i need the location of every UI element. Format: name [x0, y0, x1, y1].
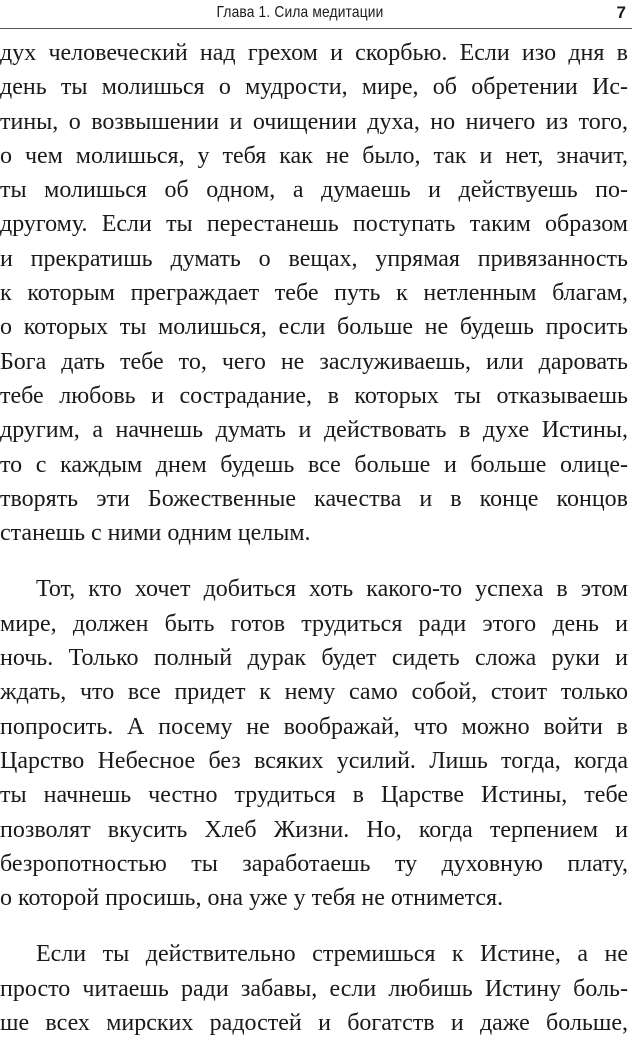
text-line: Царство Небесное без всяких усилий. Лишь тогда, когда [0, 747, 628, 774]
text-line: то с каждым днем будешь все больше и больше олице- [0, 451, 628, 478]
paragraph [0, 36, 628, 550]
text-line: дух человеческий над грехом и скорбью. Если изо дня в [0, 40, 628, 66]
text-line: о которой просишь, она уже у тебя не отнимется. [0, 885, 504, 912]
text-line: о которых ты молишься, если больше не будешь просить [0, 314, 628, 341]
text-line: станешь с ними одним целым. [0, 520, 311, 547]
text-line: Тот, кто хочет добиться хоть какого-то успеха в этом [36, 576, 628, 603]
text-line: другим, а начнешь думать и действовать в духе Истины, [0, 417, 628, 444]
text-line: к которым преграждает тебе путь к нетленным благам, [0, 280, 628, 307]
header-rule [0, 28, 632, 29]
text-line: позволят вкусить Хлеб Жизни. Но, когда терпением и [0, 816, 628, 843]
text-line: о чем молишься, у тебя как не было, так и нет, значит, [0, 142, 628, 169]
text-line: мире, должен быть готов трудиться ради этого день и [0, 610, 628, 637]
body-text [0, 36, 628, 1040]
text-line: тебе любовь и сострадание, в которых ты отказываешь [0, 382, 628, 409]
text-line: ночь. Только полный дурак будет сидеть сложа руки и [0, 645, 628, 672]
paragraph [0, 572, 628, 915]
text-line: Бога дать тебе то, чего не заслуживаешь, или даровать [0, 348, 628, 375]
text-line: и прекратишь думать о вещах, упрямая привязанность [0, 245, 628, 272]
text-line: просто читаешь ради забавы, если любишь Истину боль- [0, 975, 628, 1002]
text-line: ждать, что все придет к нему само собой, стоит только [0, 679, 628, 706]
text-line: ты начнешь честно трудиться в Царстве Истины, тебе [0, 782, 628, 809]
text-line: другому. Если ты перестанешь поступать таким образом [0, 211, 628, 238]
chapter-title: Глава 1. Сила медитации [216, 4, 384, 21]
text-line: день ты молишься о мудрости, мире, об обретении Ис- [0, 74, 628, 101]
text-line: тины, о возвышении и очищении духа, но ничего из того, [0, 108, 628, 135]
text-line: ты молишься об одном, а думаешь и действуешь по- [0, 177, 628, 204]
text-line: творять эти Божественные качества и в конце концов [0, 485, 628, 512]
paragraph [0, 937, 628, 1040]
text-line: попросить. А посему не воображай, что можно войти в [0, 713, 628, 740]
running-header [0, 0, 632, 30]
page-number: 7 [616, 3, 626, 22]
text-line: Если ты действительно стремишься к Истине, а не [36, 941, 628, 968]
text-line: безропотностью ты заработаешь ту духовную плату, [0, 850, 628, 877]
text-line: ше всех мирских радостей и богатств и даже больше, [0, 1010, 628, 1037]
